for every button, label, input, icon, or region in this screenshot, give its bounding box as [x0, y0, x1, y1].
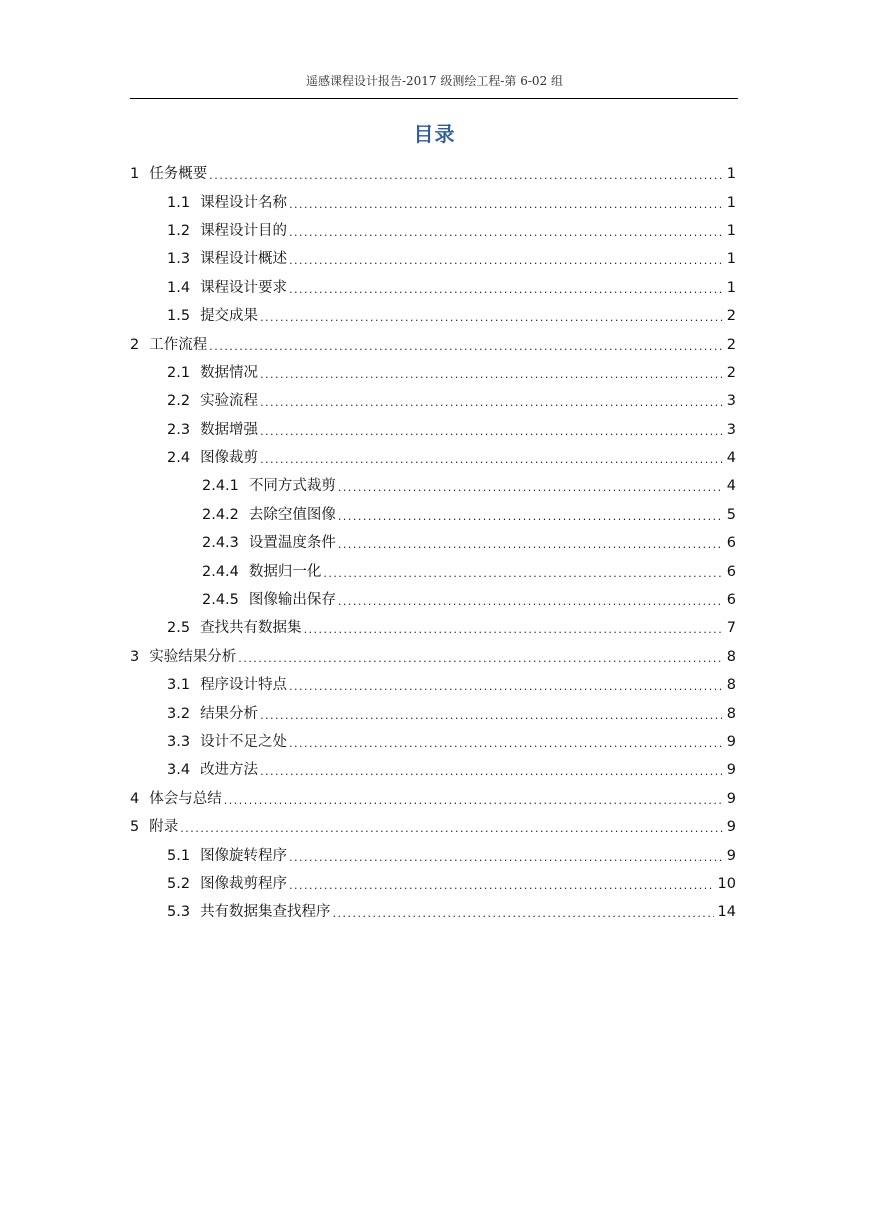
toc-entry-page: 1 [726, 279, 736, 296]
toc-entry-number: 2.4.1 [202, 478, 239, 495]
toc-entry-page: 6 [726, 535, 736, 552]
toc-entry-page: 3 [726, 393, 736, 410]
toc-entry[interactable] [130, 245, 736, 273]
toc-leader-dots [238, 649, 723, 669]
toc-entry-title: 共有数据集查找程序 [200, 904, 331, 921]
toc-entry-page: 9 [726, 762, 736, 779]
toc-entry-number: 3.4 [167, 762, 191, 779]
toc-entry[interactable] [130, 557, 736, 585]
toc-leader-dots [289, 876, 713, 896]
toc-entry[interactable] [130, 728, 736, 756]
toc-entry-page: 1 [726, 251, 736, 268]
toc-entry-page: 1 [726, 222, 736, 239]
toc-leader-dots [260, 422, 723, 442]
toc-entry-title: 结果分析 [200, 705, 259, 722]
toc-entry-title: 数据增强 [200, 421, 259, 438]
toc-entry-number: 2.4 [167, 450, 191, 467]
toc-entry[interactable] [130, 217, 736, 245]
toc-entry-number: 1.2 [167, 222, 191, 239]
toc-entry[interactable] [130, 671, 736, 699]
toc-entry-number: 5.1 [167, 847, 191, 864]
toc-entry-number: 2.4.2 [202, 506, 239, 523]
toc-entry-title: 课程设计目的 [200, 222, 288, 239]
toc-entry-page: 10 [717, 875, 736, 892]
toc-entry-number: 2.3 [167, 421, 191, 438]
toc-leader-dots [260, 365, 723, 385]
page-header: 遥感课程设计报告-2017 级测绘工程-第 6-02 组 [305, 74, 564, 88]
toc-entry[interactable] [130, 274, 736, 302]
toc-leader-dots [338, 507, 723, 527]
toc-entry-page: 7 [726, 620, 736, 637]
toc-leader-dots [260, 393, 723, 413]
toc-entry[interactable] [130, 643, 736, 671]
toc-entry[interactable] [130, 444, 736, 472]
toc-entry-page: 14 [717, 904, 736, 921]
toc-leader-dots [289, 195, 723, 215]
toc-entry-title: 图像裁剪程序 [200, 875, 288, 892]
toc-leader-dots [260, 762, 723, 782]
toc-entry-title: 课程设计概述 [200, 251, 288, 268]
toc-entry-title: 实验流程 [200, 393, 259, 410]
toc-entry[interactable] [130, 302, 736, 330]
toc-leader-dots [224, 791, 723, 811]
toc-entry-title: 程序设计特点 [200, 677, 288, 694]
toc-leader-dots [338, 478, 723, 498]
toc-entry-number: 1.5 [167, 308, 191, 325]
toc-entry-title: 数据情况 [200, 364, 259, 381]
toc-entry-title: 查找共有数据集 [200, 620, 302, 637]
toc-entry-page: 9 [726, 734, 736, 750]
toc-entry-title: 工作流程 [149, 336, 208, 353]
toc-entry-title: 设计不足之处 [200, 734, 288, 750]
toc-leader-dots [289, 223, 723, 243]
toc-entry-title: 实验结果分析 [149, 648, 237, 665]
table-of-contents [130, 160, 736, 927]
toc-entry[interactable] [130, 699, 736, 727]
toc-entry[interactable] [130, 160, 736, 188]
toc-leader-dots [289, 848, 723, 868]
toc-entry-number: 2.4.5 [202, 592, 239, 609]
toc-leader-dots [289, 251, 723, 271]
toc-leader-dots [289, 280, 723, 300]
toc-entry-page: 2 [726, 336, 736, 353]
toc-leader-dots [338, 592, 723, 612]
toc-entry-number: 5 [130, 819, 140, 836]
toc-leader-dots [338, 535, 723, 555]
toc-entry-number: 2.4.3 [202, 535, 239, 552]
toc-entry-title: 课程设计名称 [200, 194, 288, 211]
toc-entry-page: 9 [726, 847, 736, 864]
toc-entry-title: 改进方法 [200, 762, 259, 779]
toc-leader-dots [209, 337, 723, 357]
toc-entry-number: 1.4 [167, 279, 191, 296]
toc-entry-page: 6 [726, 563, 736, 580]
toc-entry[interactable] [130, 188, 736, 216]
toc-entry[interactable] [130, 785, 736, 813]
toc-entry[interactable] [130, 898, 736, 926]
toc-leader-dots [209, 166, 723, 186]
toc-leader-dots [260, 308, 723, 328]
toc-entry-number: 2.5 [167, 620, 191, 637]
toc-leader-dots [260, 450, 723, 470]
toc-entry-number: 2 [130, 336, 140, 353]
toc-entry-page: 3 [726, 421, 736, 438]
toc-entry[interactable] [130, 330, 736, 358]
toc-entry-page: 8 [726, 648, 736, 665]
toc-entry-title: 图像旋转程序 [200, 847, 288, 864]
toc-entry-page: 4 [726, 450, 736, 467]
toc-entry[interactable] [130, 387, 736, 415]
toc-leader-dots [323, 564, 722, 584]
toc-title: 目录 [413, 122, 456, 146]
toc-entry-title: 附录 [149, 819, 179, 836]
toc-entry[interactable] [130, 586, 736, 614]
toc-entry-title: 体会与总结 [149, 790, 222, 807]
toc-leader-dots [260, 706, 723, 726]
toc-leader-dots [180, 819, 723, 839]
toc-entry-title: 设置温度条件 [248, 535, 336, 552]
toc-entry-page: 4 [726, 478, 736, 495]
toc-entry-number: 3 [130, 648, 140, 665]
toc-leader-dots [289, 734, 723, 754]
toc-entry-title: 任务概要 [149, 166, 208, 183]
toc-entry-page: 1 [726, 166, 736, 183]
toc-entry-number: 1.1 [167, 194, 191, 211]
toc-entry[interactable] [130, 756, 736, 784]
toc-leader-dots [304, 620, 723, 640]
toc-entry-number: 3.1 [167, 677, 191, 694]
toc-entry-number: 2.4.4 [202, 563, 239, 580]
toc-entry[interactable] [130, 813, 736, 841]
toc-entry[interactable] [130, 501, 736, 529]
toc-entry-number: 4 [130, 790, 140, 807]
toc-entry[interactable] [130, 529, 736, 557]
toc-entry-title: 去除空值图像 [248, 506, 336, 523]
toc-entry-number: 3.3 [167, 734, 191, 750]
toc-entry-page: 9 [726, 790, 736, 807]
toc-entry[interactable] [130, 416, 736, 444]
toc-entry-page: 2 [726, 308, 736, 325]
toc-entry-title: 不同方式裁剪 [248, 478, 336, 495]
toc-entry-title: 课程设计要求 [200, 279, 288, 296]
toc-entry-page: 8 [726, 705, 736, 722]
toc-entry[interactable] [130, 841, 736, 869]
toc-entry-page: 1 [726, 194, 736, 211]
toc-entry-number: 3.2 [167, 705, 191, 722]
toc-entry-title: 图像输出保存 [248, 592, 336, 609]
toc-entry-page: 6 [726, 592, 736, 609]
toc-entry[interactable] [130, 870, 736, 898]
toc-entry[interactable] [130, 359, 736, 387]
toc-entry-number: 5.3 [167, 904, 191, 921]
toc-entry-title: 提交成果 [200, 308, 259, 325]
toc-entry-page: 2 [726, 364, 736, 381]
toc-entry-title: 数据归一化 [248, 563, 322, 580]
toc-entry-number: 2.2 [167, 393, 191, 410]
toc-entry-page: 9 [726, 819, 736, 836]
toc-entry-number: 1 [130, 166, 140, 183]
header-divider [130, 98, 738, 99]
toc-entry-number: 1.3 [167, 251, 191, 268]
toc-entry-number: 5.2 [167, 875, 191, 892]
toc-leader-dots [333, 904, 714, 924]
toc-entry-title: 图像裁剪 [200, 450, 259, 467]
toc-entry-number: 2.1 [167, 364, 191, 381]
toc-entry-page: 5 [726, 506, 736, 523]
toc-entry[interactable] [130, 472, 736, 500]
toc-leader-dots [289, 677, 723, 697]
toc-entry-page: 8 [726, 677, 736, 694]
toc-entry[interactable] [130, 614, 736, 642]
